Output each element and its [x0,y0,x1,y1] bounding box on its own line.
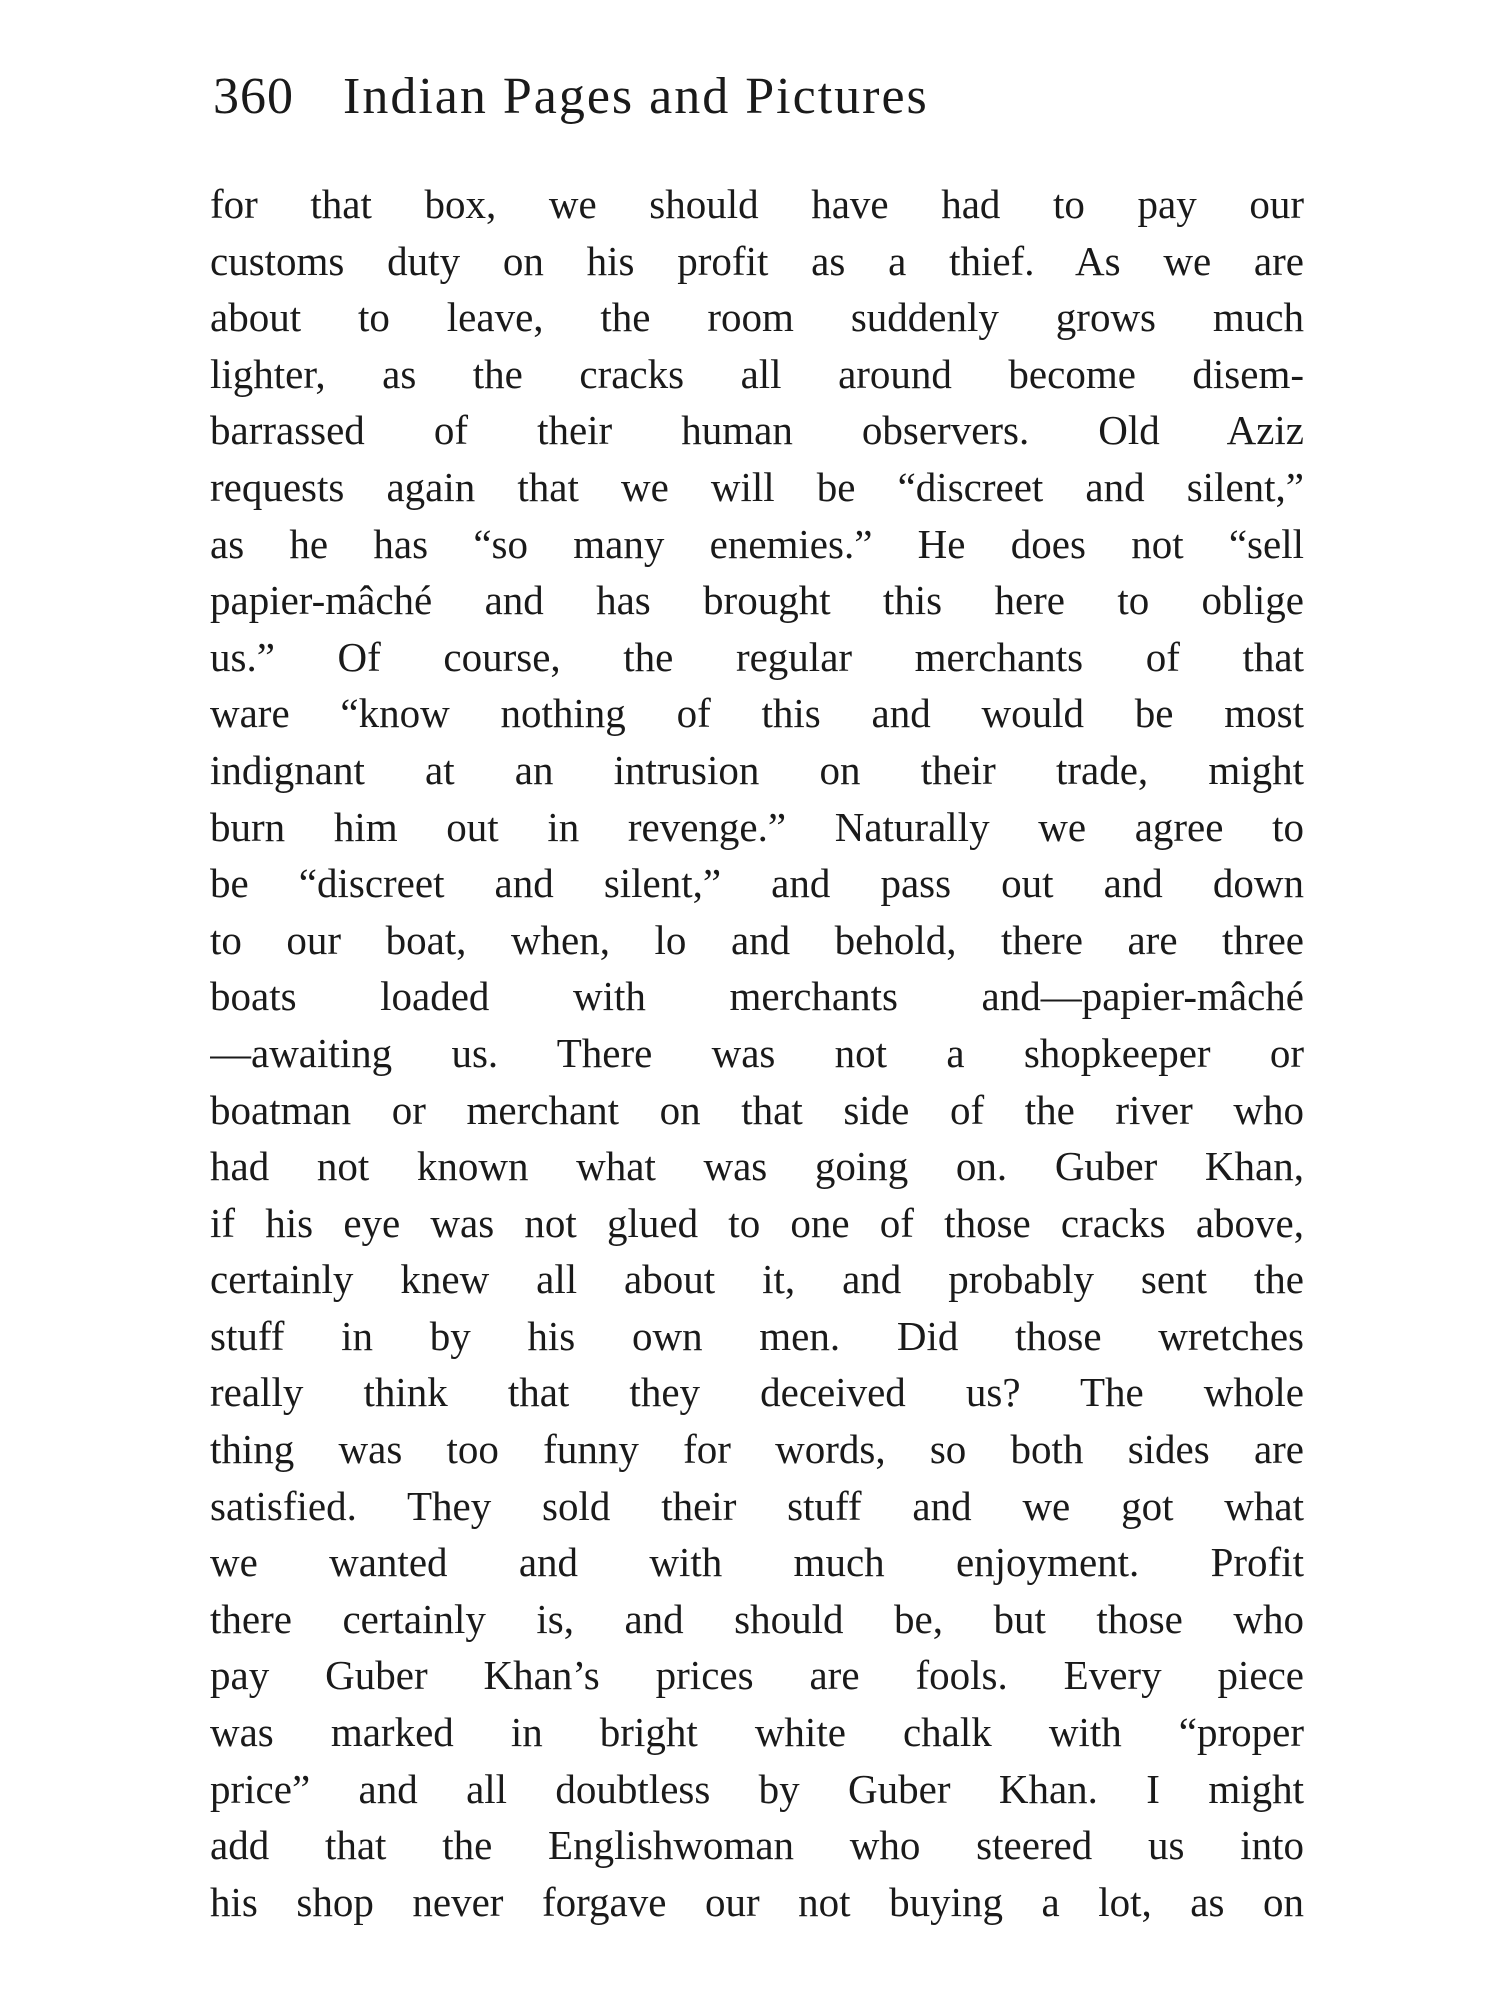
running-head [213,62,1293,132]
text-line: barrassed of their human observers. Old Aziz [210,407,1304,454]
text-line: —awaiting us. There was not a shopkeeper or [210,1029,1304,1076]
text-line: really think that they deceived us? The whole [210,1369,1304,1416]
text-line: there certainly is, and should be, but those who [210,1595,1304,1642]
text-line: stuff in by his own men. Did those wretches [210,1312,1304,1359]
text-line: lighter, as the cracks all around become disem- [210,350,1304,397]
running-title: Indian Pages and Pictures [343,68,929,125]
text-line: customs duty on his profit as a thief. As we are [210,237,1304,284]
page-number: 360 [213,68,294,125]
text-line: ware “know nothing of this and would be most [210,690,1304,737]
text-line: we wanted and with much enjoyment. Profit [210,1539,1304,1586]
text-line: us.” Of course, the regular merchants of that [210,633,1304,680]
text-line: to our boat, when, lo and behold, there are three [210,916,1304,963]
text-line: papier-mâché and has brought this here to oblige [210,577,1304,624]
text-line: add that the Englishwoman who steered us into [210,1822,1304,1869]
text-line: satisfied. They sold their stuff and we got what [210,1482,1304,1529]
text-line: about to leave, the room suddenly grows much [210,294,1304,341]
text-line: be “discreet and silent,” and pass out and down [210,860,1304,907]
text-line: boats loaded with merchants and—papier-mâché [210,973,1304,1020]
text-line: thing was too funny for words, so both sides are [210,1426,1304,1473]
text-line: certainly knew all about it, and probably sent the [210,1256,1304,1303]
text-line: for that box, we should have had to pay our [210,181,1304,227]
body-text [210,176,1304,1930]
text-line: was marked in bright white chalk with “proper [210,1709,1304,1756]
text-line: requests again that we will be “discreet and silent,” [210,463,1304,510]
text-line: price” and all doubtless by Guber Khan. I might [210,1765,1304,1812]
text-line: had not known what was going on. Guber Khan, [210,1143,1304,1190]
text-line: as he has “so many enemies.” He does not “sell [210,520,1304,567]
text-line: boatman or merchant on that side of the river who [210,1086,1304,1133]
text-line: his shop never forgave our not buying a lot, as on [210,1878,1304,1925]
text-line: pay Guber Khan’s prices are fools. Every piece [210,1652,1304,1699]
text-line: indignant at an intrusion on their trade, might [210,746,1304,793]
text-line: burn him out in revenge.” Naturally we agree to [210,803,1304,850]
text-line: if his eye was not glued to one of those cracks above, [210,1199,1304,1246]
